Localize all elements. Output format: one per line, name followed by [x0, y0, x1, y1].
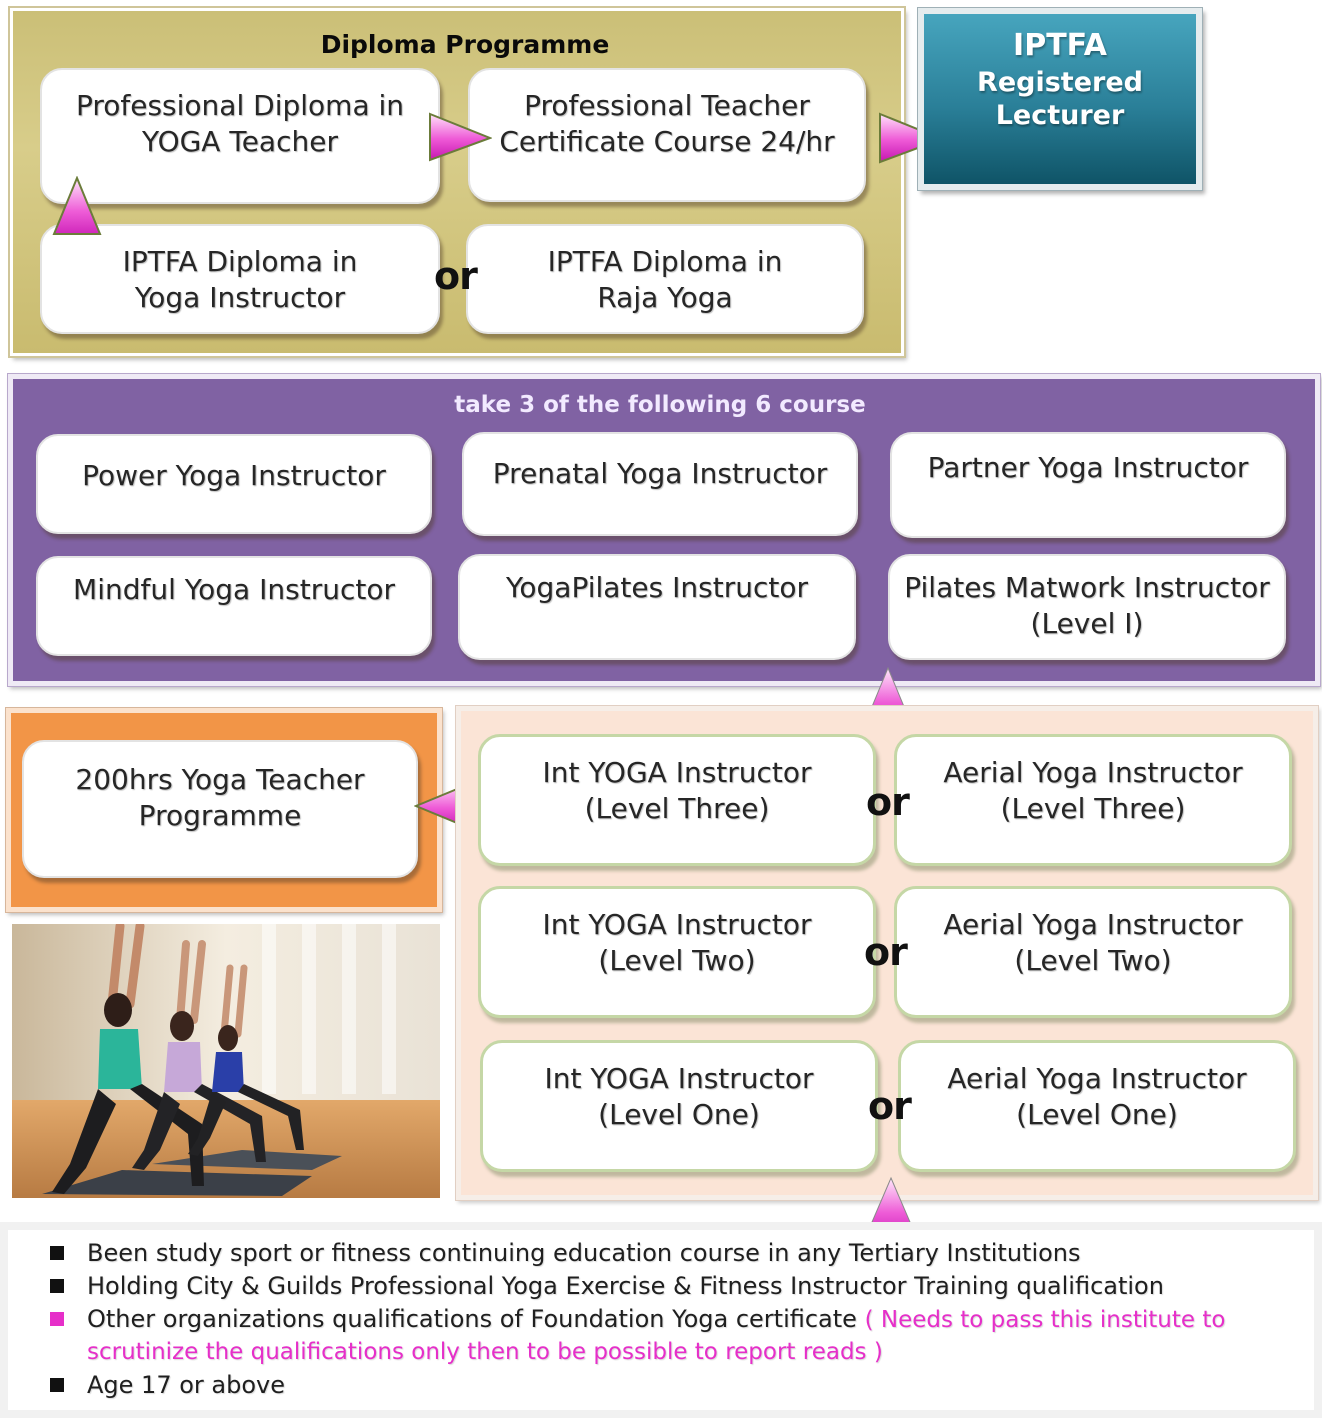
requirement-text [87, 1304, 1298, 1368]
int-yoga-instructor-level-one-box: Int YOGA Instructor (Level One) [480, 1040, 878, 1172]
or-label: or [868, 1084, 911, 1128]
arrow-up-icon [52, 176, 102, 238]
aerial-yoga-instructor-level-two-box: Aerial Yoga Instructor (Level Two) [894, 886, 1292, 1018]
requirement-text: Holding City & Guilds Professional Yoga Exercise & Fitness Instructor Training qualification [87, 1272, 1164, 1300]
list-item [48, 1370, 1298, 1401]
list-item [48, 1238, 1298, 1269]
requirements-list [48, 1238, 1298, 1401]
bullet-square-icon [50, 1378, 64, 1392]
or-label: or [866, 780, 909, 824]
int-yoga-instructor-level-three-box: Int YOGA Instructor (Level Three) [478, 734, 876, 866]
prenatal-yoga-instructor-box: Prenatal Yoga Instructor [462, 432, 858, 536]
int-yoga-instructor-level-two-box: Int YOGA Instructor (Level Two) [478, 886, 876, 1018]
iptfa-lecturer-label: Lecturer [995, 100, 1125, 131]
requirement-text: Been study sport or fitness continuing education course in any Tertiary Institutions [87, 1239, 1081, 1267]
list-item [48, 1304, 1298, 1368]
bullet-square-icon [50, 1279, 64, 1293]
iptfa-title: IPTFA [1013, 28, 1107, 63]
diploma-programme-title: Diploma Programme [320, 30, 610, 59]
aerial-yoga-instructor-level-one-box: Aerial Yoga Instructor (Level One) [898, 1040, 1296, 1172]
or-label: or [864, 930, 907, 974]
iptfa-registered-label: Registered [977, 67, 1143, 98]
mindful-yoga-instructor-box: Mindful Yoga Instructor [36, 556, 432, 656]
power-yoga-instructor-box: Power Yoga Instructor [36, 434, 432, 534]
list-item [48, 1271, 1298, 1302]
bullet-square-icon [50, 1312, 64, 1326]
partner-yoga-instructor-box: Partner Yoga Instructor [890, 432, 1286, 538]
professional-diploma-yoga-teacher-box: Professional Diploma in YOGA Teacher [40, 68, 440, 204]
or-label: or [434, 254, 477, 298]
pilates-matwork-instructor-box: Pilates Matwork Instructor (Level I) [888, 554, 1286, 660]
aerial-yoga-instructor-level-three-box: Aerial Yoga Instructor (Level Three) [894, 734, 1292, 866]
iptfa-diploma-yoga-instructor-box: IPTFA Diploma in Yoga Instructor [40, 224, 440, 334]
professional-teacher-certificate-box: Professional Teacher Certificate Course 24/hr [468, 68, 866, 202]
electives-title: take 3 of the following 6 course [454, 392, 866, 418]
yoga-class-photo [12, 924, 440, 1198]
requirement-main-text: Other organizations qualifications of Foundation Yoga certificate [87, 1305, 857, 1333]
iptfa-diploma-raja-yoga-box: IPTFA Diploma in Raja Yoga [466, 224, 864, 334]
arrow-right-icon [428, 112, 492, 162]
requirement-note: ( Needs to pass this institute to scrutinize the qualifications only then to be possible to report reads ) [87, 1307, 1226, 1365]
bullet-square-icon [50, 1246, 64, 1260]
programme-200hrs-box: 200hrs Yoga Teacher Programme [22, 740, 418, 878]
iptfa-registered-lecturer-panel [918, 8, 1202, 190]
requirement-text: Age 17 or above [87, 1371, 285, 1399]
yogapilates-instructor-box: YogaPilates Instructor [458, 554, 856, 660]
